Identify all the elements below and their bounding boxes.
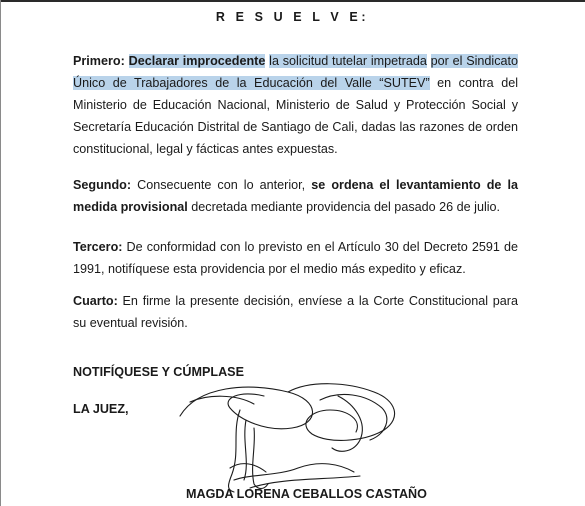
primero-paragraph bbox=[73, 50, 518, 160]
judge-name: MAGDA LORENA CEBALLOS CASTAÑO bbox=[186, 487, 427, 501]
resolution-heading: R E S U E L V E: bbox=[215, 10, 370, 24]
primero-highlight-declarar: Declarar improcedente bbox=[128, 54, 266, 68]
page-left-border bbox=[0, 0, 1, 506]
primero-highlight-sindicato: por el Sindicato Único de Trabajadores de la Educación del Valle “SUTEV” bbox=[73, 54, 519, 90]
tercero-paragraph bbox=[73, 236, 518, 280]
segundo-bold-order: se ordena el levantamiento de la medida provisional bbox=[73, 178, 519, 214]
page-top-border bbox=[0, 0, 585, 2]
handwritten-signature bbox=[170, 380, 410, 495]
judge-label: LA JUEZ, bbox=[73, 402, 129, 416]
cuarto-paragraph bbox=[73, 290, 518, 334]
tercero-text: De conformidad con lo previsto en el Artículo 30 del Decreto 2591 de 1991, notifíquese esta providencia por el medio más expedito y eficaz. bbox=[73, 240, 518, 276]
segundo-paragraph bbox=[73, 174, 518, 218]
primero-text: en contra del Ministerio de Educación Nacional, Ministerio de Salud y Protección Social y Secretaría Educación Distrital de Santiago de Cali, dadas las razones de orden constitucional, legal y fácticas antes expuestas. bbox=[73, 76, 518, 156]
cuarto-text: En firme la presente decisión, envíese a la Corte Constitucional para su eventual revisión. bbox=[73, 294, 518, 330]
cuarto-label: Cuarto: bbox=[73, 294, 118, 308]
primero-label: Primero: bbox=[73, 54, 125, 68]
segundo-text-end: decretada mediante providencia del pasado 26 de julio. bbox=[187, 200, 501, 214]
primero-highlight-solicitud: la solicitud tutelar impetrada bbox=[269, 54, 427, 68]
closing-formula: NOTIFÍQUESE Y CÚMPLASE bbox=[73, 365, 244, 379]
segundo-text-start: Consecuente con lo anterior, bbox=[131, 178, 312, 192]
tercero-label: Tercero: bbox=[73, 240, 123, 254]
segundo-label: Segundo: bbox=[73, 178, 132, 192]
